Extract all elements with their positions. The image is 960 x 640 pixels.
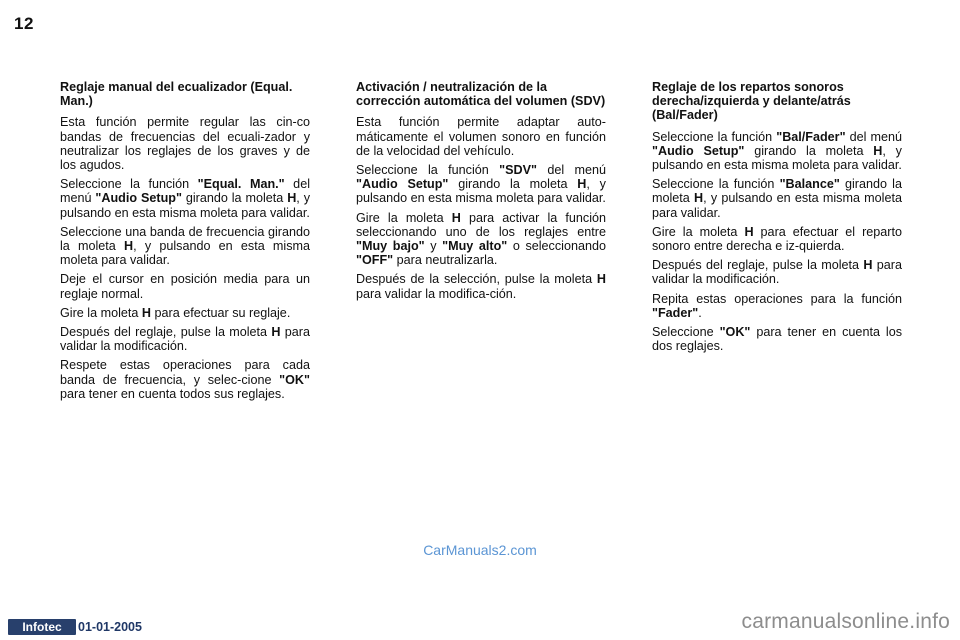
paragraph: Seleccione la función "Equal. Man." del menú "Audio Setup" girando la moleta H, y pulsando en esta misma moleta para validar. — [60, 177, 310, 220]
paragraph: Esta función permite regular las cin-co bandas de frecuencias del ecuali-zador y neutralizar los reglajes de los graves y de los agudos. — [60, 115, 310, 173]
paragraph: Gire la moleta H para efectuar el reparto sonoro entre derecha e iz-quierda. — [652, 224, 903, 254]
paragraph: Después del reglaje, pulse la moleta H para validar la modificación. — [60, 325, 310, 354]
paragraph: Después del reglaje, pulse la moleta H para validar la modificación. — [652, 258, 902, 287]
paragraph: Seleccione la función "Balance" girando la moleta H, y pulsando en esta misma moleta para validar. — [652, 177, 902, 220]
paragraph: Repita estas operaciones para la función "Fader". — [652, 291, 902, 320]
paragraph: Seleccione la función "SDV" del menú "Audio Setup" girando la moleta H, y pulsando en esta misma moleta para validar. — [356, 163, 606, 206]
page-number: 12 — [14, 14, 34, 33]
paragraph: Seleccione la función "Bal/Fader" del menú "Audio Setup" girando la moleta H, y pulsando en esta misma moleta para validar. — [652, 129, 902, 173]
paragraph: Respete estas operaciones para cada banda de frecuencia, y selec-cione "OK" para tener en cuenta todos sus reglajes. — [60, 358, 310, 401]
paragraph: Gire la moleta H para efectuar su reglaje. — [60, 305, 291, 320]
section-title: Reglaje manual del ecualizador (Equal. Man.) — [60, 80, 293, 109]
section-bal-fader — [652, 80, 902, 358]
section-equalizer — [60, 80, 310, 406]
section-title: Activación / neutralización de la corrección automática del volumen (SDV) — [356, 80, 606, 109]
section-title: Reglaje de los repartos sonoros derecha/izquierda y delante/atrás (Bal/Fader) — [652, 80, 851, 123]
paragraph: Esta función permite adaptar auto-máticamente el volumen sonoro en función de la velocidad del vehículo. — [356, 115, 606, 158]
paragraph: Seleccione "OK" para tener en cuenta los dos reglajes. — [652, 325, 902, 354]
paragraph: Después de la selección, pulse la moleta H para validar la modifica-ción. — [356, 272, 606, 301]
paragraph: Seleccione una banda de frecuencia girando la moleta H, y pulsando en esta misma moleta para validar. — [60, 224, 310, 268]
watermark-link[interactable]: CarManuals2.com — [423, 542, 537, 558]
watermark-site: carmanualsonline.info — [741, 610, 950, 633]
section-sdv — [356, 80, 606, 306]
footer-date: 01-01-2005 — [78, 620, 142, 634]
paragraph: Deje el cursor en posición media para un reglaje normal. — [60, 272, 310, 301]
paragraph: Gire la moleta H para activar la función seleccionando uno de los reglajes entre "Muy bajo" y "Muy alto" o seleccionando "OFF" para neutralizarla. — [356, 210, 606, 268]
infotec-badge: Infotec — [8, 619, 76, 635]
